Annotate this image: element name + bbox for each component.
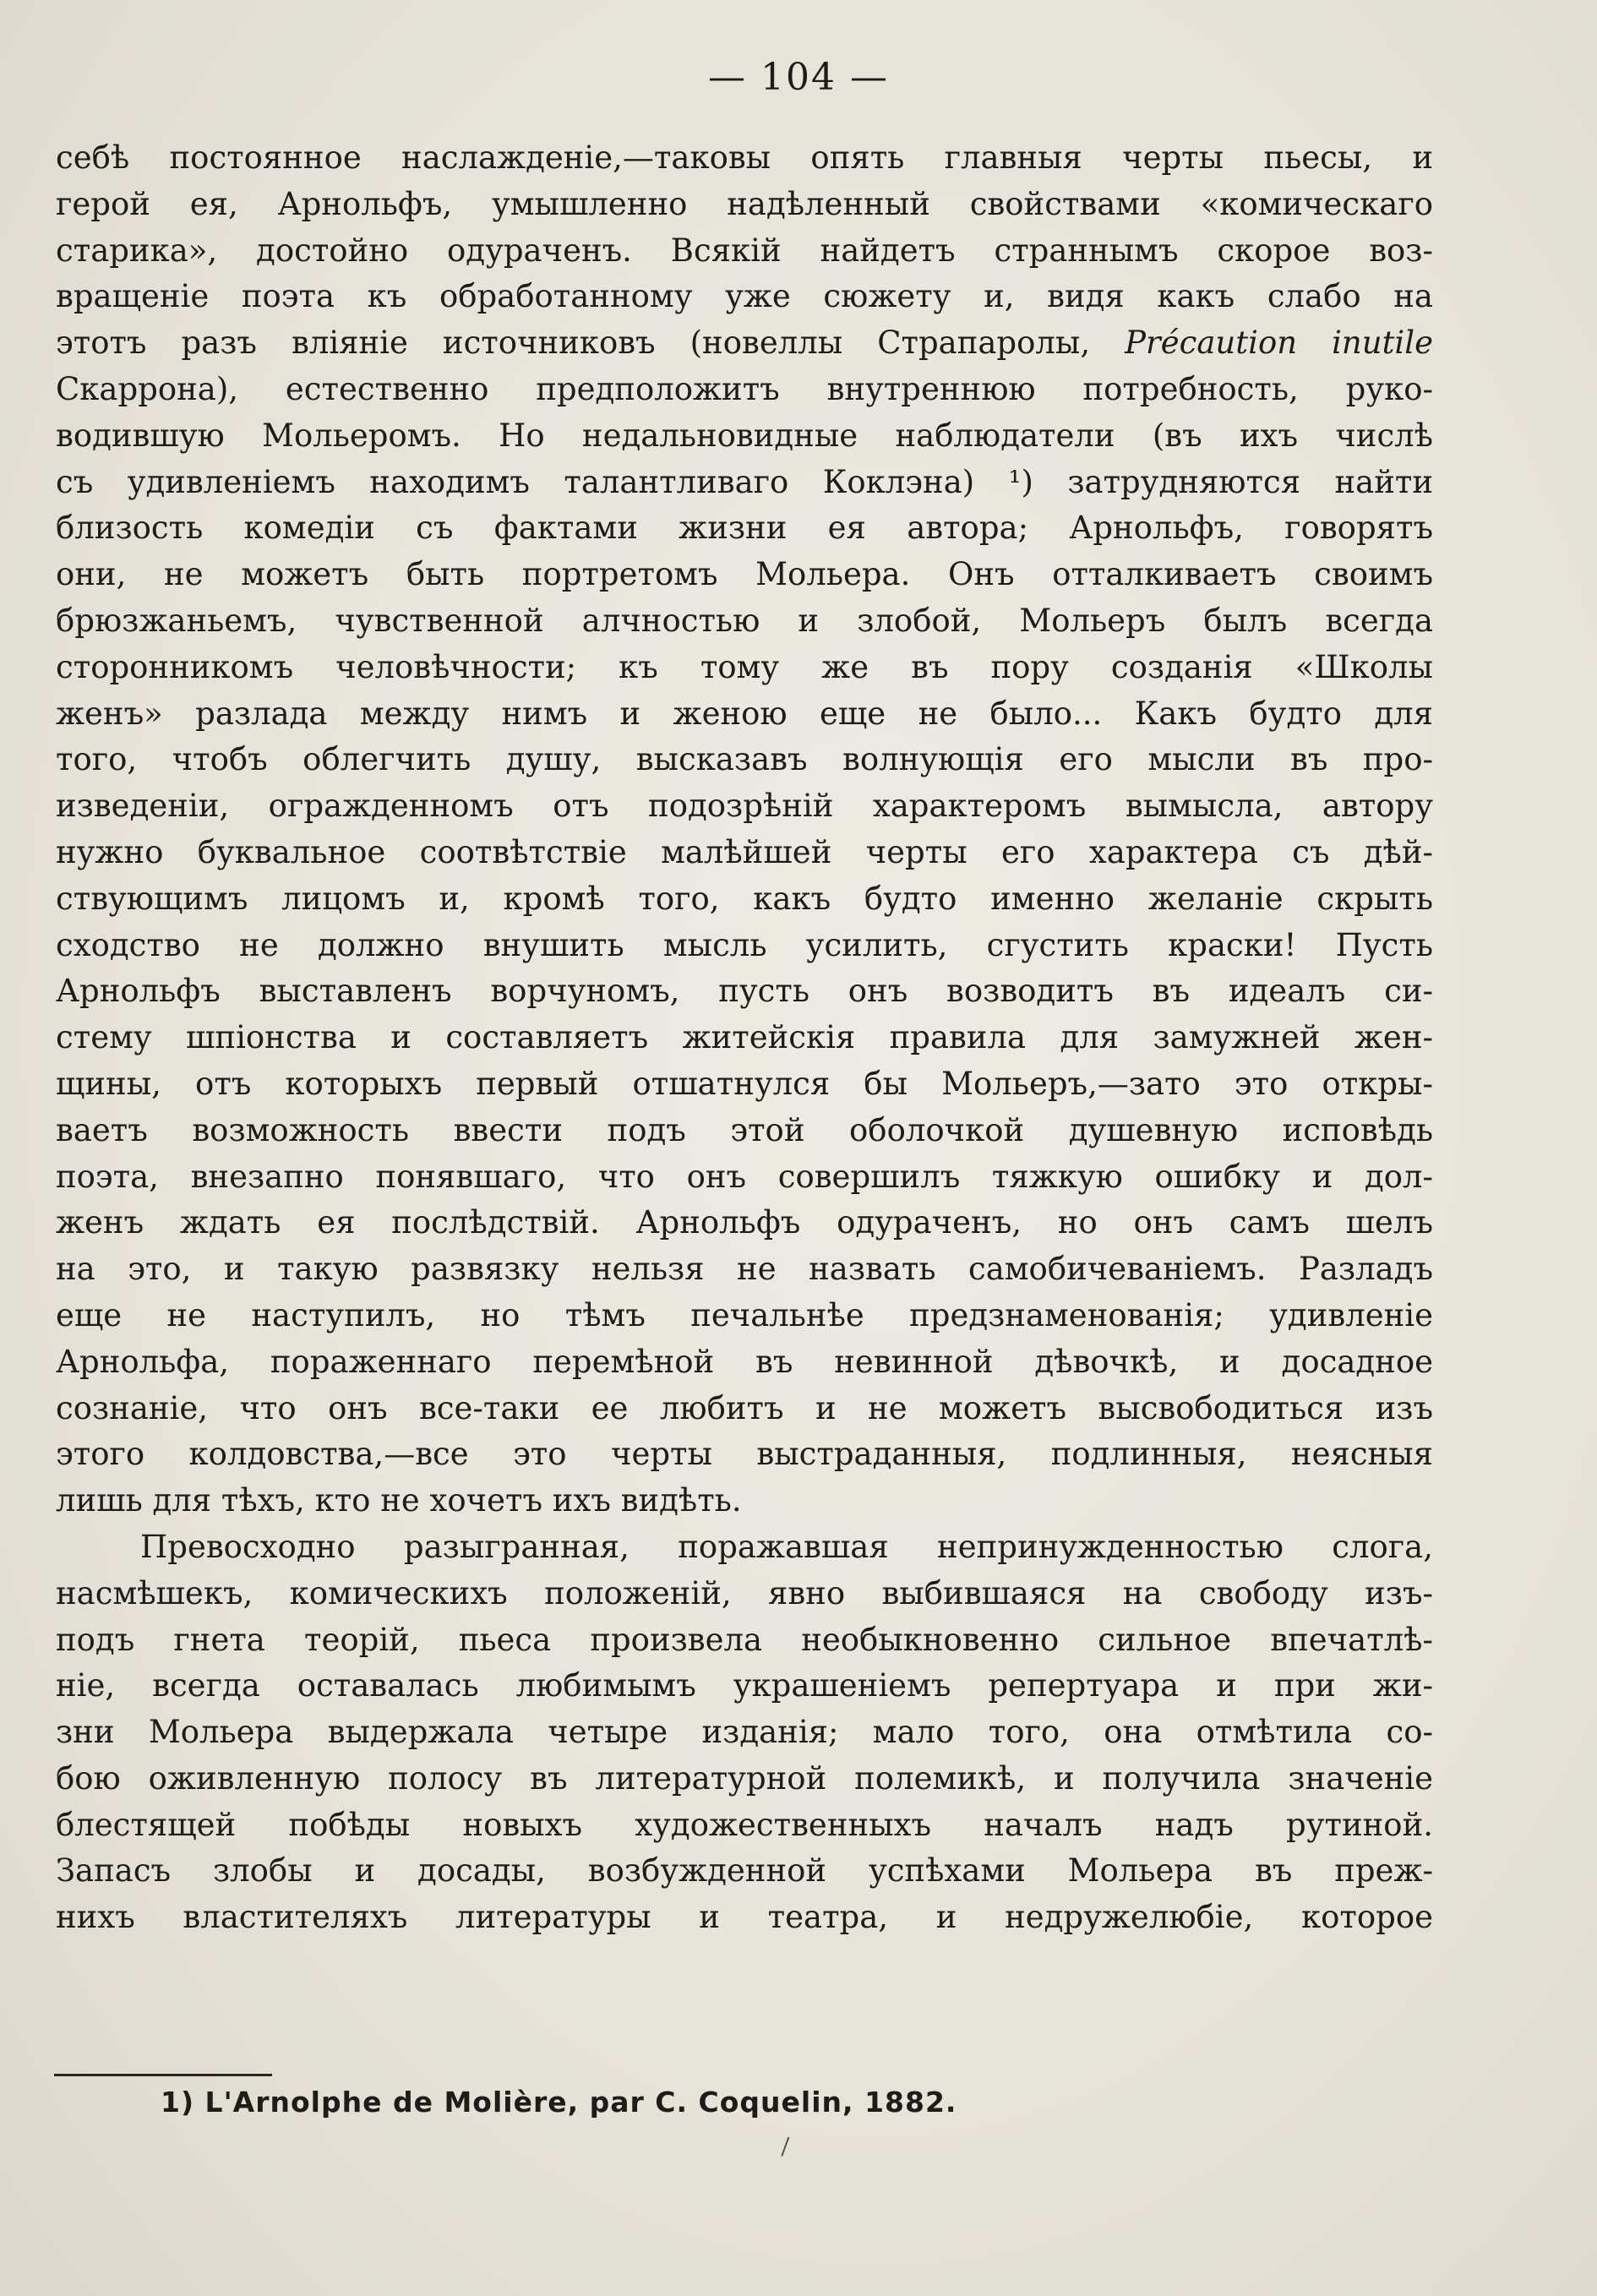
- text-line: блестящей побѣды новыхъ художественныхъ началъ надъ рутиной.: [56, 1806, 1433, 1843]
- text-line: они, не можетъ быть портретомъ Мольера. Онъ отталкиваетъ своимъ: [56, 556, 1433, 593]
- text-line: стему шпіонства и составляетъ житейскія правила для замужней жен-: [56, 1019, 1433, 1056]
- text-line: Арнольфъ выставленъ ворчуномъ, пусть онъ возводитъ въ идеалъ си-: [56, 973, 1433, 1010]
- text-line: ствующимъ лицомъ и, кромѣ того, какъ будто именно желаніе скрыть: [56, 880, 1433, 917]
- text-line: поэта, внезапно понявшаго, что онъ совершилъ тяжкую ошибку и дол-: [56, 1158, 1433, 1195]
- paragraph-start-line: Превосходно разыгранная, поражавшая непринужденностью слога,: [140, 1528, 1433, 1565]
- text-line: Скаррона), естественно предположитъ внутреннюю потребность, руко-: [56, 370, 1433, 407]
- text-line: брюзжаньемъ, чувственной алчностью и злобой, Мольеръ былъ всегда: [56, 602, 1433, 639]
- text-line: ваетъ возможность ввести подъ этой оболочкой душевную исповѣдь: [56, 1111, 1433, 1148]
- text-line: сознаніе, что онъ все-таки ее любитъ и не можетъ высвободиться изъ: [56, 1389, 1433, 1426]
- text-line: подъ гнета теорій, пьеса произвела необыкновенно сильное впечатлѣ-: [56, 1621, 1433, 1658]
- text-line: сторонникомъ человѣчности; къ тому же въ пору созданія «Школы: [56, 648, 1433, 685]
- text-line: изведеніи, огражденномъ отъ подозрѣній характеромъ вымысла, автору: [56, 788, 1433, 825]
- footnote-text: L'Arnolphe de Molière, par C. Coquelin, 1882.: [204, 2086, 957, 2119]
- text-line: насмѣшекъ, комическихъ положеній, явно выбившаяся на свободу изъ-: [56, 1574, 1433, 1612]
- text-line: себѣ постоянное наслажденіе,—таковы опять главныя черты пьесы, и: [56, 139, 1433, 176]
- italic-title: Précaution inutile: [1125, 324, 1433, 362]
- text-line: на это, и такую развязку нельзя не назвать самобичеваніемъ. Разладъ: [56, 1251, 1433, 1288]
- text-line: съ удивленіемъ находимъ талантливаго Коклэна) ¹) затрудняются найти: [56, 463, 1433, 500]
- text-line: герой ея, Арнольфъ, умышленно надѣленный свойствами «комическаго: [56, 185, 1433, 222]
- text-line: сходство не должно внушить мысль усилить, сгустить краски! Пусть: [56, 926, 1433, 963]
- text-line: женъ ждать ея послѣдствій. Арнольфъ одураченъ, но онъ самъ шелъ: [56, 1204, 1433, 1241]
- text-line-with-italic: [56, 320, 1433, 367]
- text-line: близость комедіи съ фактами жизни ея автора; Арнольфъ, говорятъ: [56, 510, 1433, 547]
- text-line: вращеніе поэта къ обработанному уже сюжету и, видя какъ слабо на: [56, 278, 1433, 315]
- paragraph-end-line: лишь для тѣхъ, кто не хочетъ ихъ видѣть.: [56, 1482, 742, 1519]
- text-line: нужно буквальное соотвѣтствіе малѣйшей черты его характера съ дѣй-: [56, 833, 1433, 870]
- text-line: Арнольфа, пораженнаго перемѣной въ невинной дѣвочкѣ, и досадное: [56, 1343, 1433, 1380]
- text-line: этого колдовства,—все это черты выстраданныя, подлинныя, неясныя: [56, 1436, 1433, 1473]
- text-line: щины, отъ которыхъ первый отшатнулся бы Мольеръ,—зато это откры-: [56, 1065, 1433, 1102]
- text-line: ніе, всегда оставалась любимымъ украшеніемъ репертуара и при жи-: [56, 1667, 1433, 1704]
- text-segment: этотъ разъ вліяніе источниковъ (новеллы Страпаролы,: [56, 324, 1091, 362]
- text-line: бою оживленную полосу въ литературной полемикѣ, и получила значеніе: [56, 1759, 1433, 1797]
- body-text: [56, 135, 1433, 1941]
- footnote: [161, 2086, 957, 2119]
- footnote-separator: [54, 2074, 272, 2076]
- text-line: старика», достойно одураченъ. Всякій найдетъ страннымъ скорое воз-: [56, 232, 1433, 269]
- text-line: Запасъ злобы и досады, возбужденной успѣхами Мольера въ преж-: [56, 1852, 1433, 1890]
- text-line: того, чтобъ облегчить душу, высказавъ волнующія его мысли въ про-: [56, 741, 1433, 778]
- text-line: женъ» разлада между нимъ и женою еще не было... Какъ будто для: [56, 695, 1433, 732]
- text-line: зни Мольера выдержала четыре изданія; мало того, она отмѣтила со-: [56, 1714, 1433, 1751]
- footnote-marker: 1): [161, 2086, 195, 2119]
- page-number: — 104 —: [708, 56, 889, 99]
- stray-ink-mark: [781, 2137, 797, 2160]
- text-line: еще не наступилъ, но тѣмъ печальнѣе предзнаменованія; удивленіе: [56, 1296, 1433, 1333]
- text-line: нихъ властителяхъ литературы и театра, и недружелюбіе, которое: [56, 1899, 1433, 1936]
- text-line: водившую Мольеромъ. Но недальновидные наблюдатели (въ ихъ числѣ: [56, 417, 1433, 454]
